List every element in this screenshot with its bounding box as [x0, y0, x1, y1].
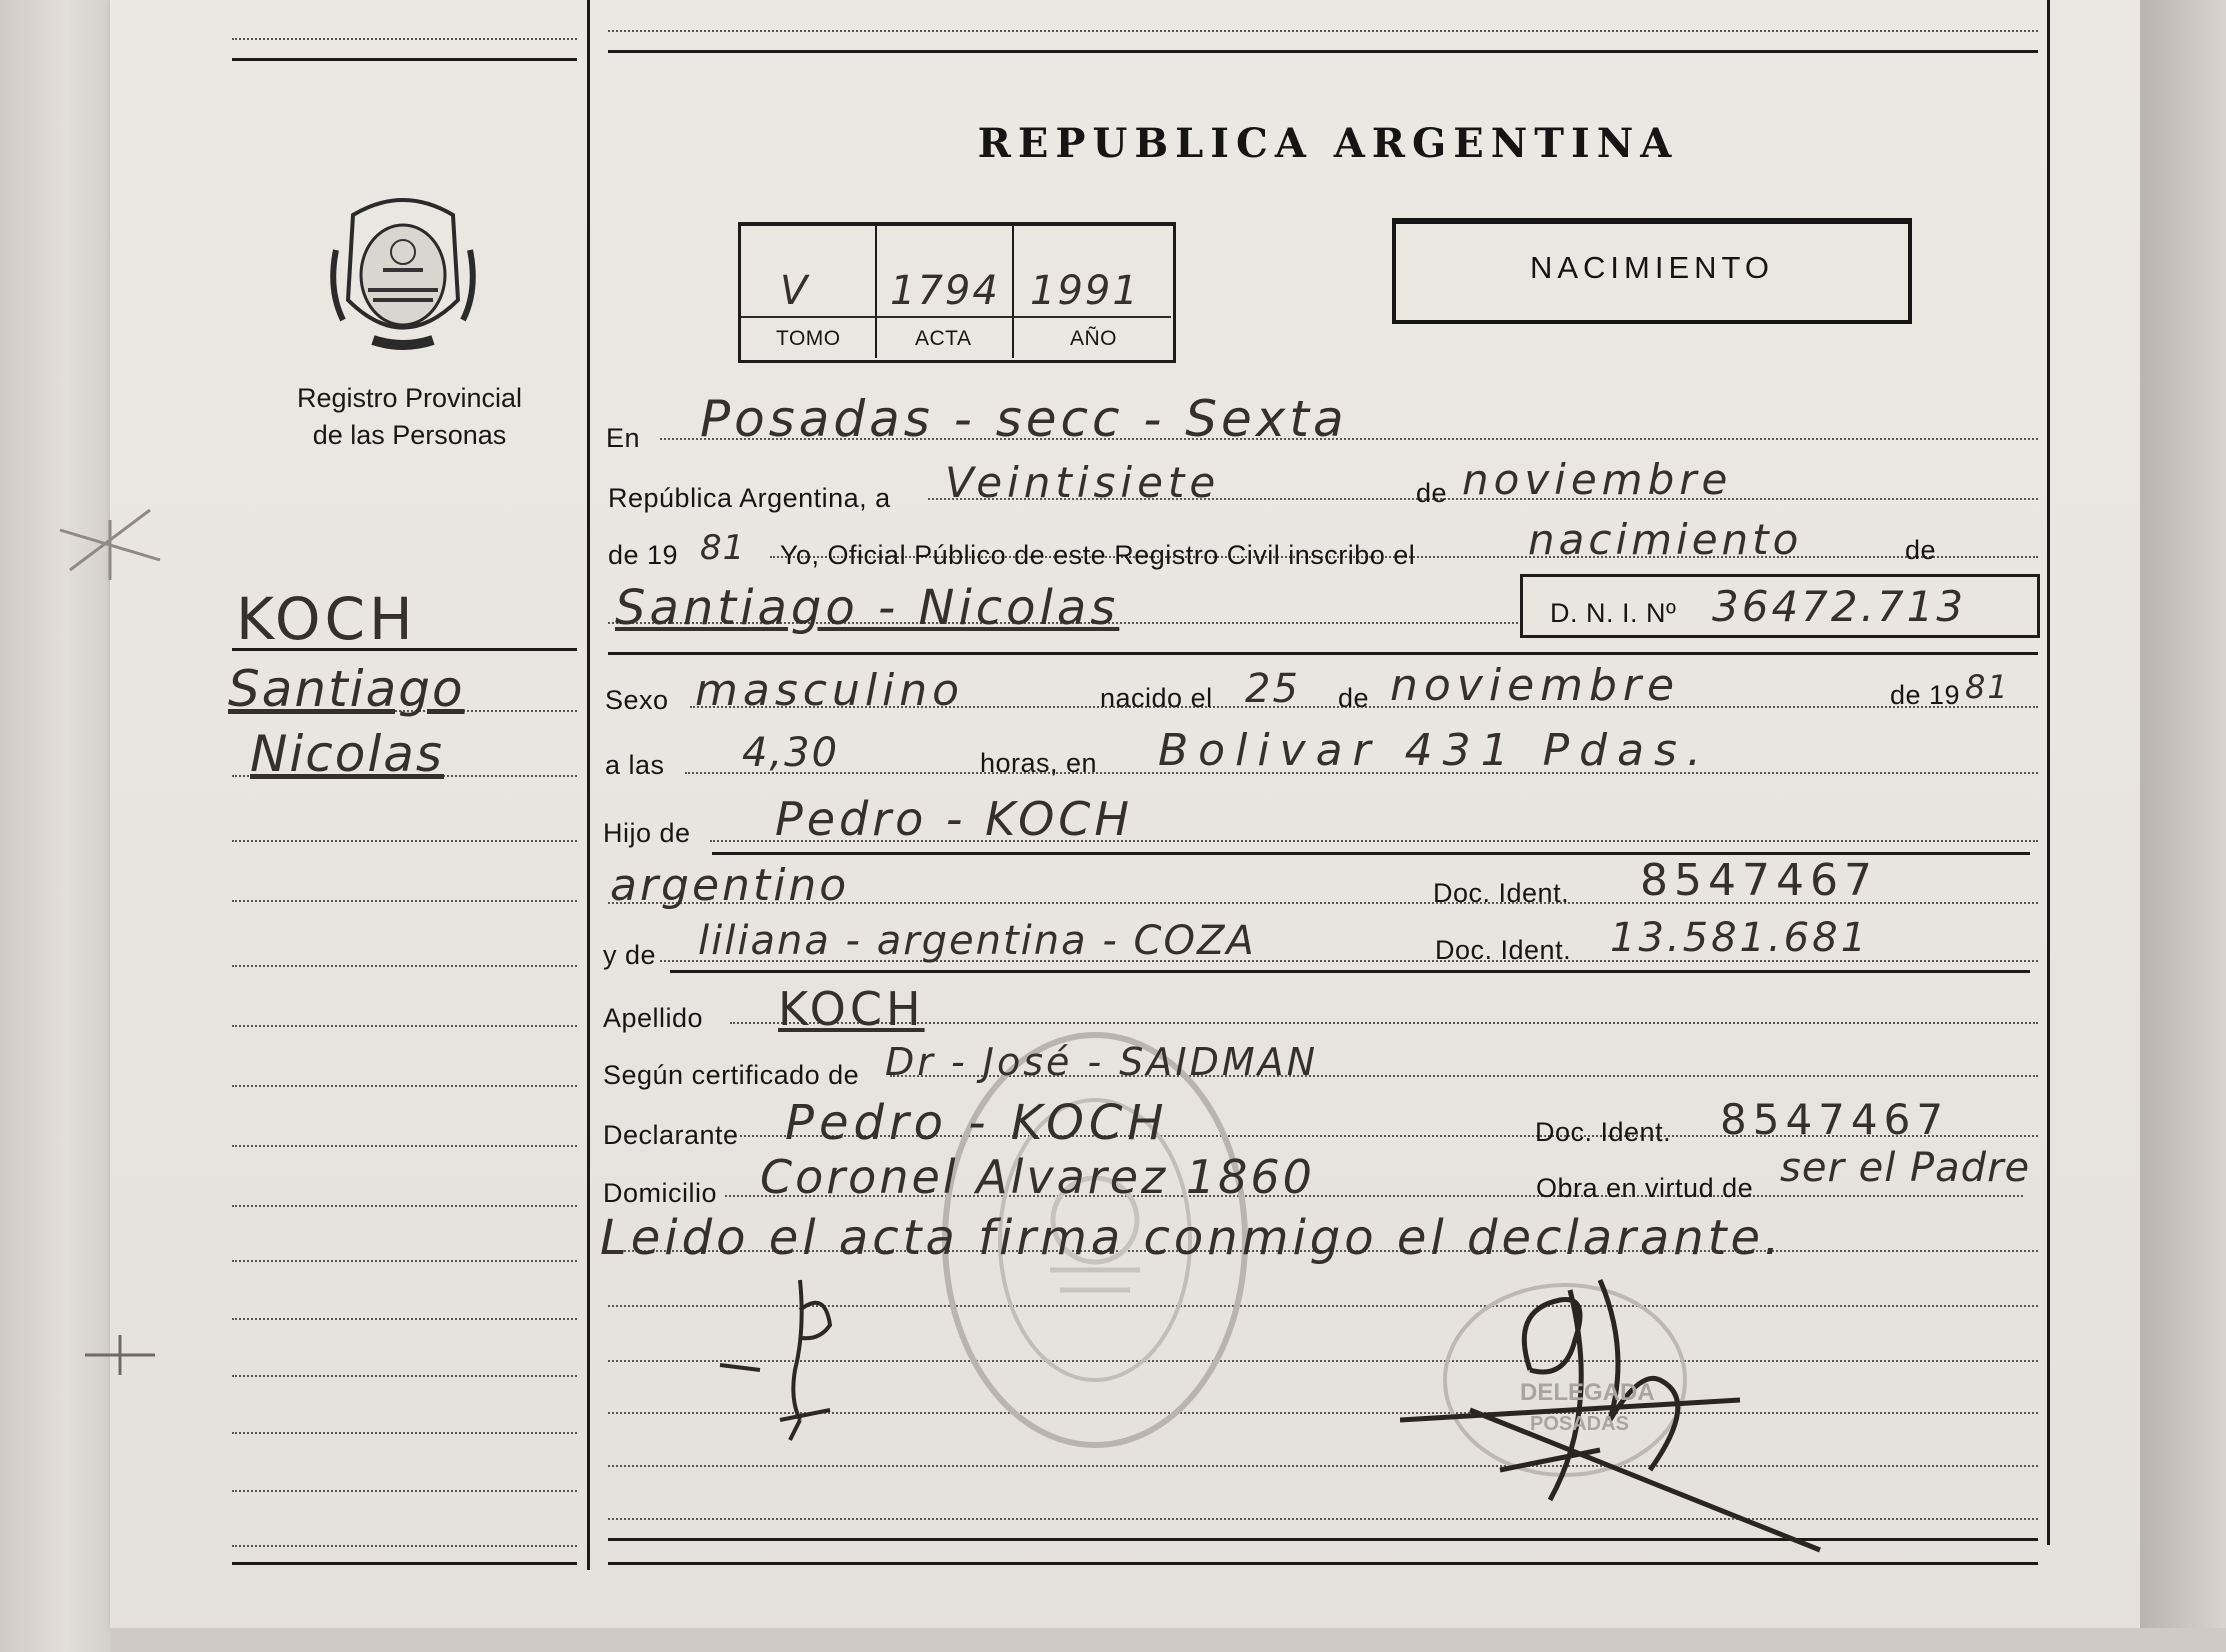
label-dni: D. N. I. Nº: [1550, 598, 1677, 628]
value-dni: 36472.713: [1712, 582, 1967, 631]
registry-name-line2: de las Personas: [312, 420, 507, 450]
binding-hole-icon: [50, 500, 180, 590]
label-doc-ident-padre: Doc. Ident.: [1433, 878, 1570, 908]
value-padre: Pedro - KOCH: [775, 792, 1133, 846]
officer-signature-icon: [1400, 1250, 1830, 1570]
value-nombre: Santiago - Nicolas: [615, 580, 1120, 636]
acta-value: 1794: [890, 268, 1000, 314]
value-dia-texto: Veintisiete: [945, 458, 1221, 507]
staple-icon: [80, 1330, 160, 1380]
label-obra: Obra en virtud de: [1536, 1173, 1754, 1203]
stamp-text-2: POSADAS: [1530, 1413, 1629, 1435]
value-nacido-anio: 81: [1965, 668, 2010, 706]
label-yo-oficial: Yo, Oficial Público de este Registro Civil inscribo el: [780, 540, 1416, 570]
margin-surname: KOCH: [236, 585, 417, 653]
declarant-signature-icon: [700, 1270, 880, 1450]
label-de-nacido-anio: de 19: [1890, 680, 1961, 710]
value-madre-doc: 13.581.681: [1610, 915, 1870, 961]
act-type-label: NACIMIENTO: [1529, 250, 1775, 285]
value-declarante: Pedro - KOCH: [785, 1095, 1169, 1151]
value-lugar: Posadas - secc - Sexta: [700, 390, 1348, 448]
anio-value: 1991: [1030, 268, 1140, 314]
label-en: En: [606, 423, 641, 453]
anio-label: AÑO: [1070, 327, 1118, 350]
value-anio-digitos: 81: [700, 528, 746, 568]
label-de-nacido-mes: de: [1338, 683, 1370, 713]
label-apellido: Apellido: [603, 1003, 704, 1033]
value-madre: liliana - argentina - COZA: [698, 918, 1256, 964]
label-domicilio: Domicilio: [603, 1178, 718, 1208]
value-hora: 4,30: [742, 730, 840, 776]
value-mes: noviembre: [1462, 455, 1733, 504]
value-sexo: masculino: [695, 665, 965, 716]
page-title: REPUBLICA ARGENTINA: [977, 120, 1679, 167]
margin-given-name-2: Nicolas: [250, 725, 444, 783]
tomo-label: TOMO: [776, 327, 841, 350]
label-declarante: Declarante: [603, 1120, 739, 1150]
margin-given-name-1: Santiago: [228, 660, 465, 718]
left-book-page: [0, 0, 110, 1652]
registry-name-line1: Registro Provincial: [296, 383, 523, 413]
book-bottom-edge: [110, 1628, 2226, 1652]
value-nacido-dia: 25: [1245, 666, 1300, 712]
label-doc-ident-declarante: Doc. Ident.: [1535, 1117, 1672, 1147]
label-nacido-el: nacido el: [1100, 683, 1213, 713]
value-inscribe: nacimiento: [1528, 515, 1803, 564]
value-obra: ser el Padre: [1780, 1145, 2031, 1191]
value-nacionalidad: argentino: [610, 860, 850, 911]
provincial-emblem-icon: [328, 190, 478, 355]
label-y-de: y de: [603, 940, 657, 970]
label-de-anio: de 19: [608, 540, 679, 570]
label-segun-certificado: Según certificado de: [603, 1060, 860, 1090]
tomo-value: V: [780, 268, 810, 314]
label-horas-en: horas, en: [980, 748, 1098, 778]
value-lugar-nacimiento: Bolivar 431 Pdas.: [1158, 725, 1711, 776]
value-cierre: Leido el acta firma conmigo el declarante.: [600, 1210, 1784, 1266]
label-doc-ident-madre: Doc. Ident.: [1435, 935, 1572, 965]
stamp-text-1: DELEGADA: [1520, 1379, 1655, 1406]
label-de-nombre: de: [1905, 535, 1937, 565]
value-domicilio: Coronel Alvarez 1860: [760, 1150, 1315, 1204]
value-nacido-mes: noviembre: [1390, 660, 1681, 711]
right-page-edge: [2140, 0, 2226, 1652]
value-declarante-doc: 8547467: [1720, 1095, 1950, 1144]
acta-label: ACTA: [915, 327, 972, 350]
value-apellido: KOCH: [778, 982, 925, 1036]
label-sexo: Sexo: [605, 685, 669, 715]
label-a-las: a las: [605, 750, 665, 780]
value-certificado: Dr - José - SAIDMAN: [885, 1040, 1319, 1084]
label-de-mes: de: [1416, 478, 1448, 508]
value-padre-doc: 8547467: [1640, 855, 1878, 906]
label-republica: República Argentina, a: [608, 483, 891, 513]
label-hijo-de: Hijo de: [603, 818, 691, 848]
